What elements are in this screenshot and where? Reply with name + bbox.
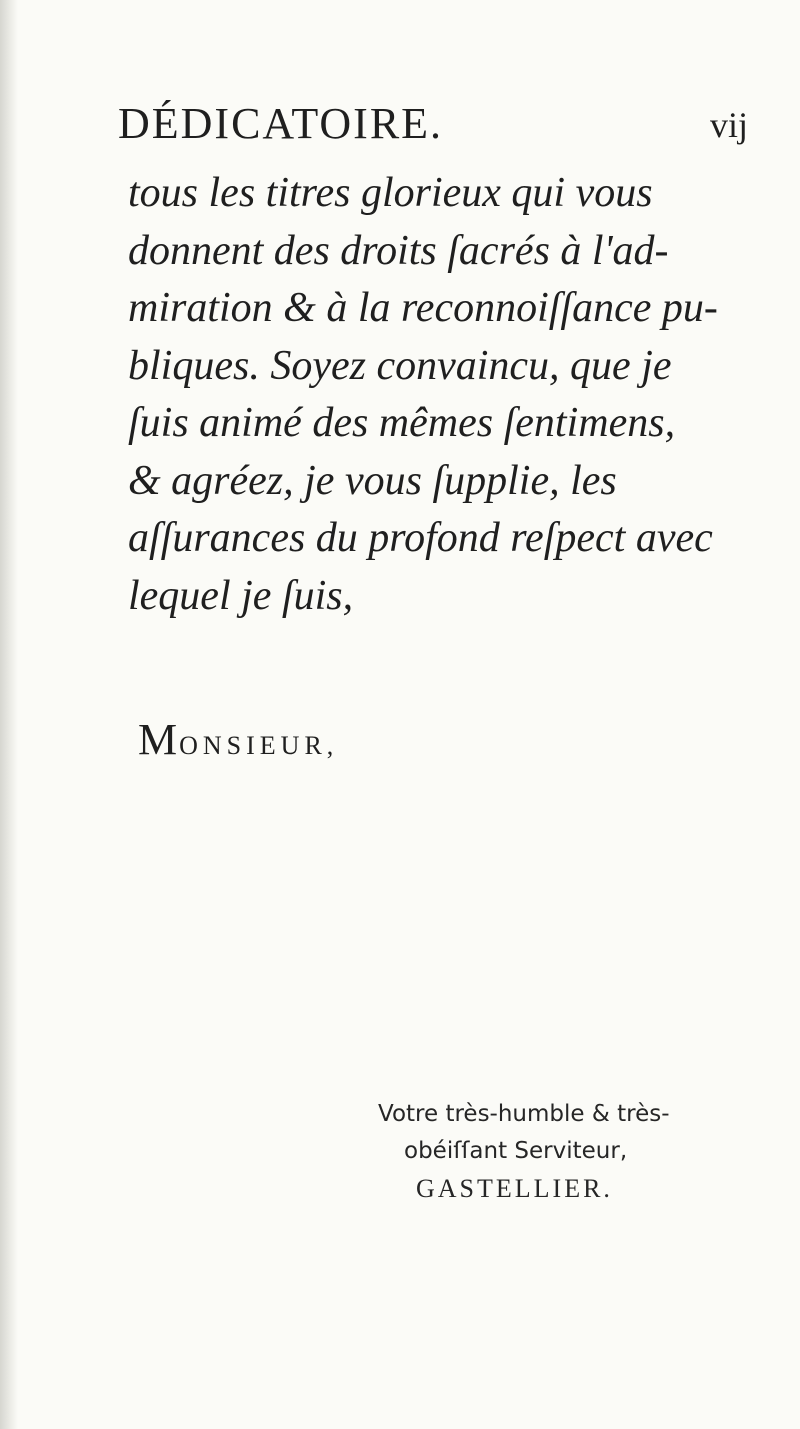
signature-block bbox=[378, 1096, 670, 1207]
salutation bbox=[138, 714, 338, 765]
signature-line-2: obéiſſant Serviteur, bbox=[404, 1138, 628, 1164]
body-line: donnent des droits ſacrés à l'ad- bbox=[128, 227, 669, 274]
body-line: aſſurances du profond reſpect avec bbox=[128, 515, 713, 561]
body-line: tous les titres glorieux qui vous bbox=[128, 170, 653, 216]
body-line: bliques. Soyez convaincu, que je bbox=[128, 342, 672, 389]
page-number: vij bbox=[710, 105, 749, 145]
body-line: ſuis animé des mêmes ſentimens, bbox=[128, 400, 676, 446]
salutation-initial: M bbox=[138, 715, 180, 764]
salutation-rest: ONSIEUR, bbox=[179, 731, 339, 760]
body-line: lequel je ſuis, bbox=[128, 572, 354, 619]
signature-line-1: Votre très-humble & très- bbox=[378, 1101, 670, 1127]
dedication-body bbox=[128, 165, 768, 625]
body-line: miration & à la reconnoiſſance pu- bbox=[128, 285, 718, 331]
signature-name: GASTELLIER. bbox=[416, 1174, 613, 1203]
running-head-title: DÉDICATOIRE. bbox=[118, 99, 444, 148]
page-gutter bbox=[0, 0, 18, 1429]
body-line: & agréez, je vous ſupplie, les bbox=[128, 457, 617, 504]
